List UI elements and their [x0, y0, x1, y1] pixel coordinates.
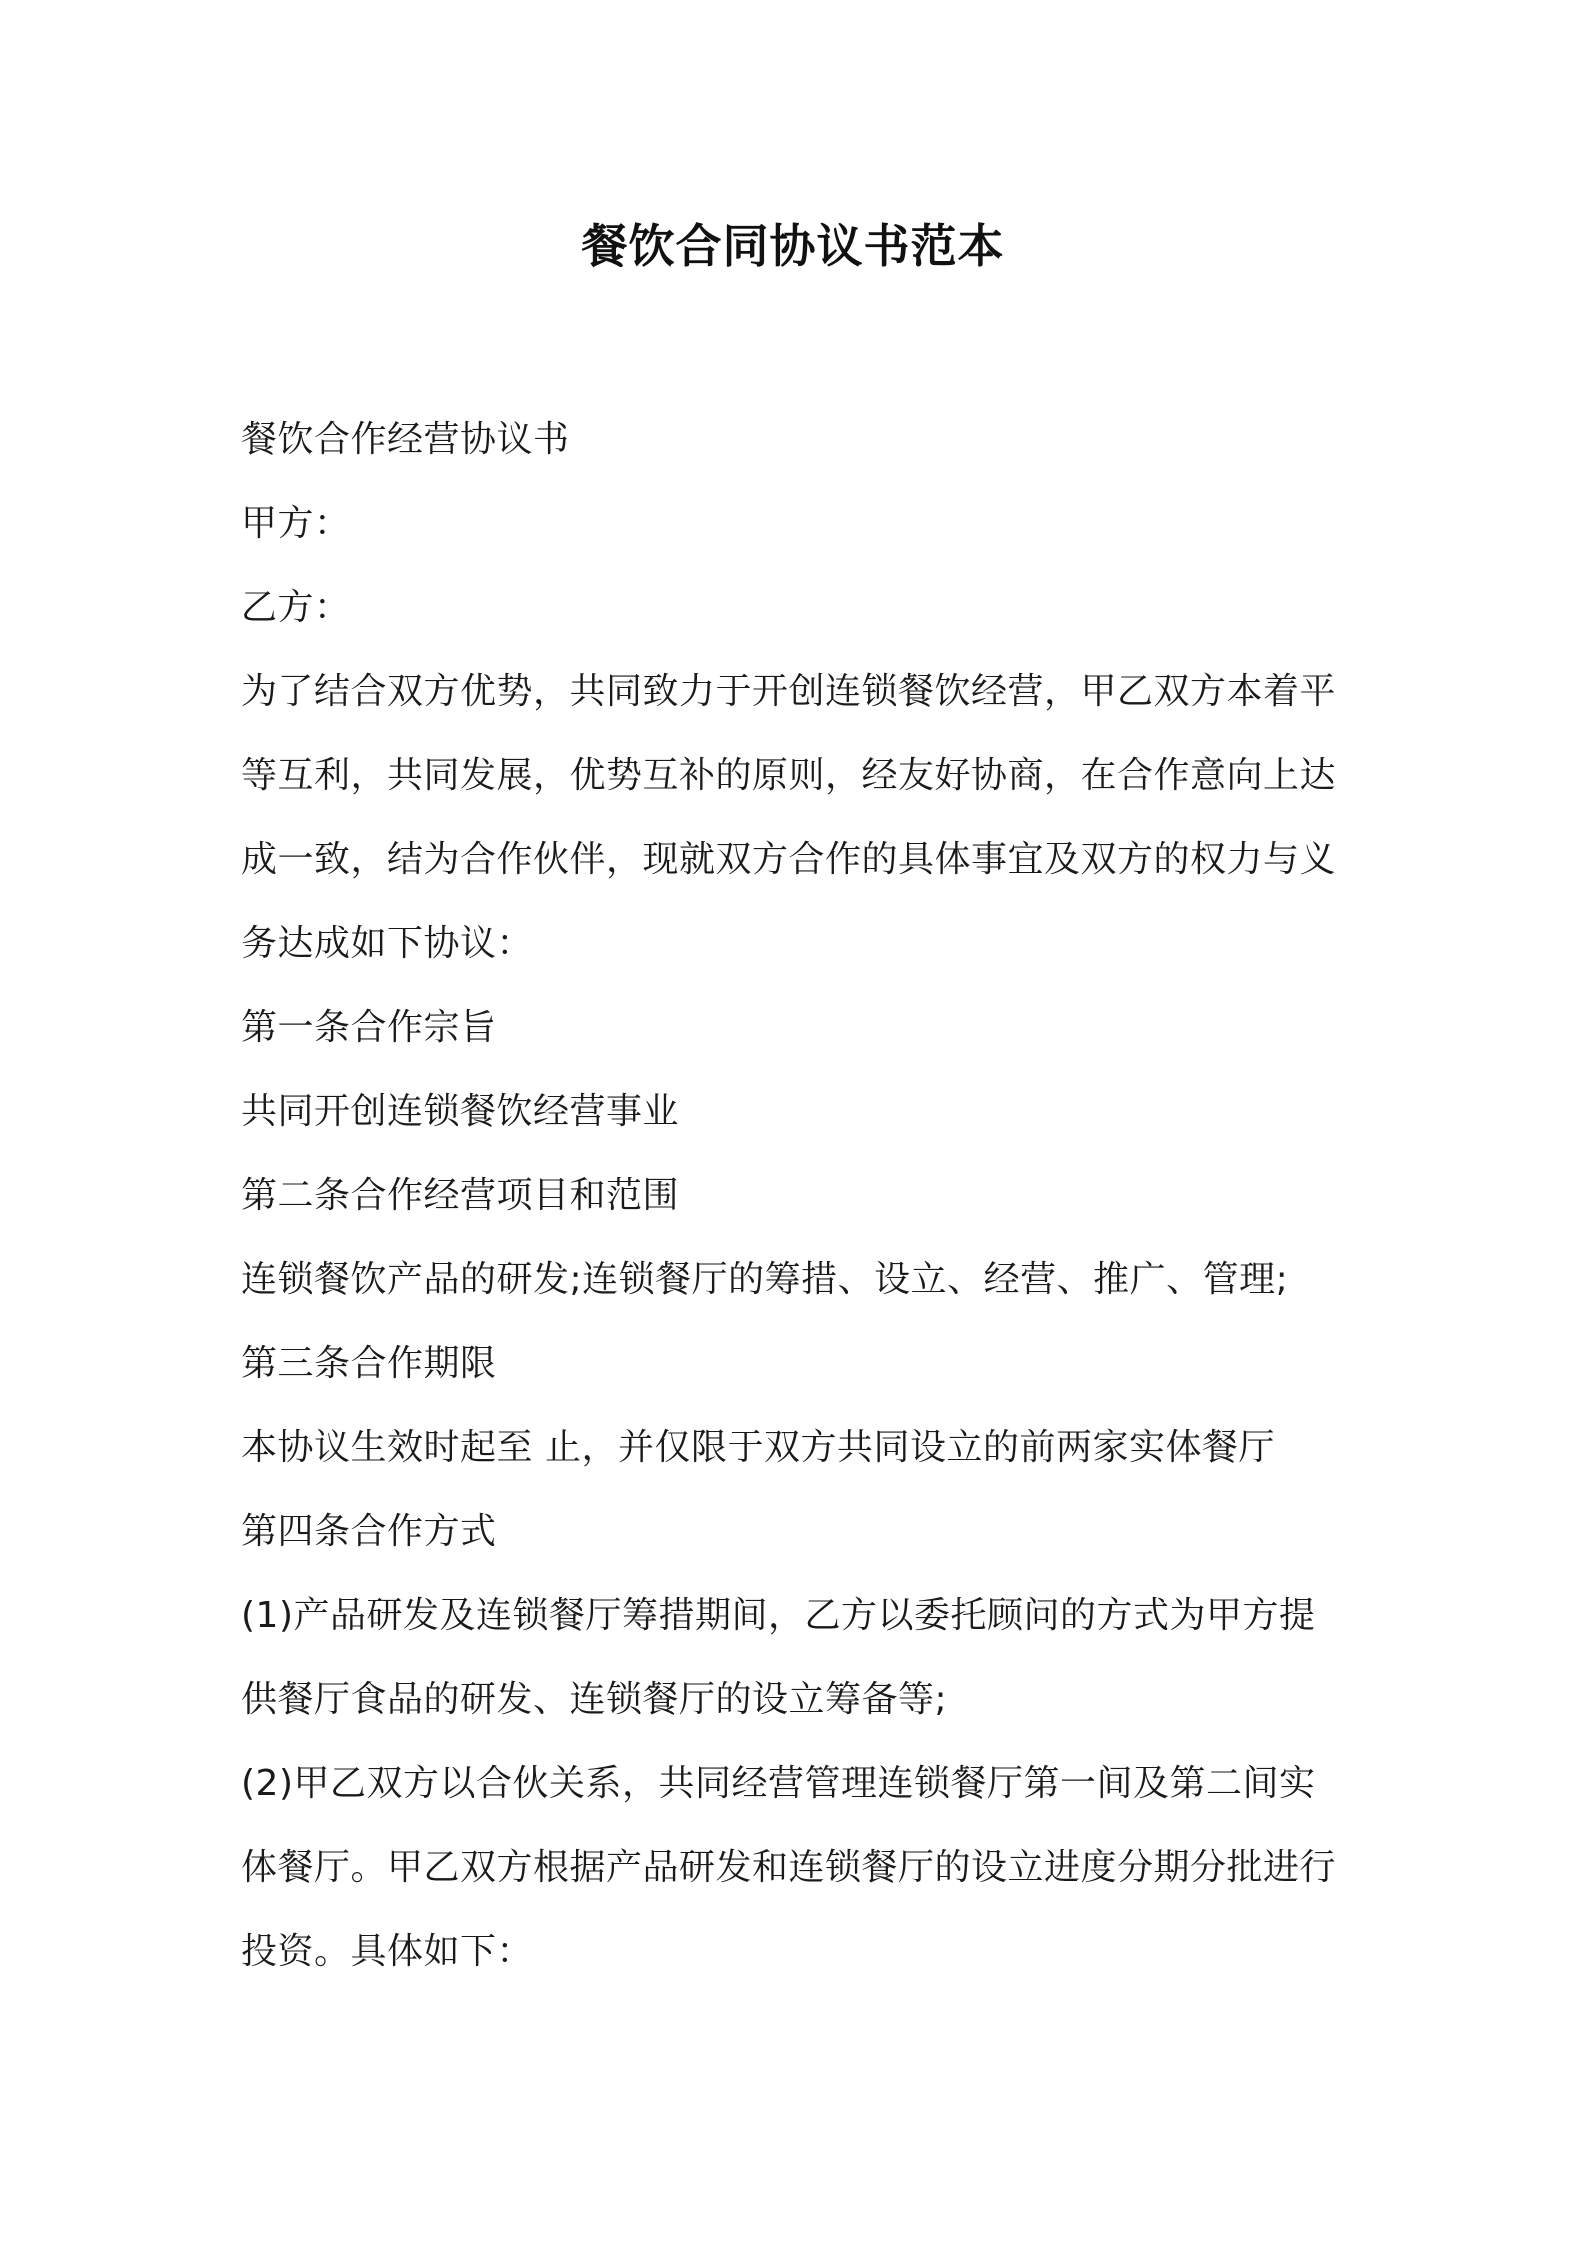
- document-title: 餐饮合同协议书范本: [581, 219, 1005, 273]
- article-text: 体餐厅。甲乙双方根据产品研发和连锁餐厅的设立进度分期分批进行: [241, 1847, 1337, 1888]
- party-a-line: 甲方：: [241, 503, 351, 544]
- article-heading: 第四条合作方式: [241, 1511, 497, 1552]
- preamble-line: 成一致，结为合作伙伴，现就双方合作的具体事宜及双方的权力与义: [241, 839, 1337, 880]
- document-body: [241, 398, 1361, 1994]
- article-text: 连锁餐饮产品的研发;连锁餐厅的筹措、设立、经营、推广、管理;: [241, 1259, 1289, 1300]
- article-heading: 第二条合作经营项目和范围: [241, 1175, 680, 1216]
- party-b-line: 乙方：: [241, 587, 351, 628]
- contract-heading: 餐饮合作经营协议书: [241, 419, 570, 460]
- article-heading: 第一条合作宗旨: [241, 1007, 497, 1048]
- preamble-line: 务达成如下协议：: [241, 923, 534, 964]
- article-text: 供餐厅食品的研发、连锁餐厅的设立筹备等;: [241, 1679, 948, 1720]
- article-text: 本协议生效时起至 止，并仅限于双方共同设立的前两家实体餐厅: [241, 1427, 1275, 1468]
- preamble-line: 等互利，共同发展，优势互补的原则，经友好协商，在合作意向上达: [241, 755, 1337, 796]
- article-heading: 第三条合作期限: [241, 1343, 497, 1384]
- article-text: 共同开创连锁餐饮经营事业: [241, 1091, 680, 1132]
- article-text: (1)产品研发及连锁餐厅筹措期间，乙方以委托顾问的方式为甲方提: [241, 1595, 1316, 1636]
- article-text: 投资。具体如下：: [241, 1931, 534, 1972]
- preamble-line: 为了结合双方优势，共同致力于开创连锁餐饮经营，甲乙双方本着平: [241, 671, 1337, 712]
- article-text: (2)甲乙双方以合伙关系，共同经营管理连锁餐厅第一间及第二间实: [241, 1763, 1316, 1804]
